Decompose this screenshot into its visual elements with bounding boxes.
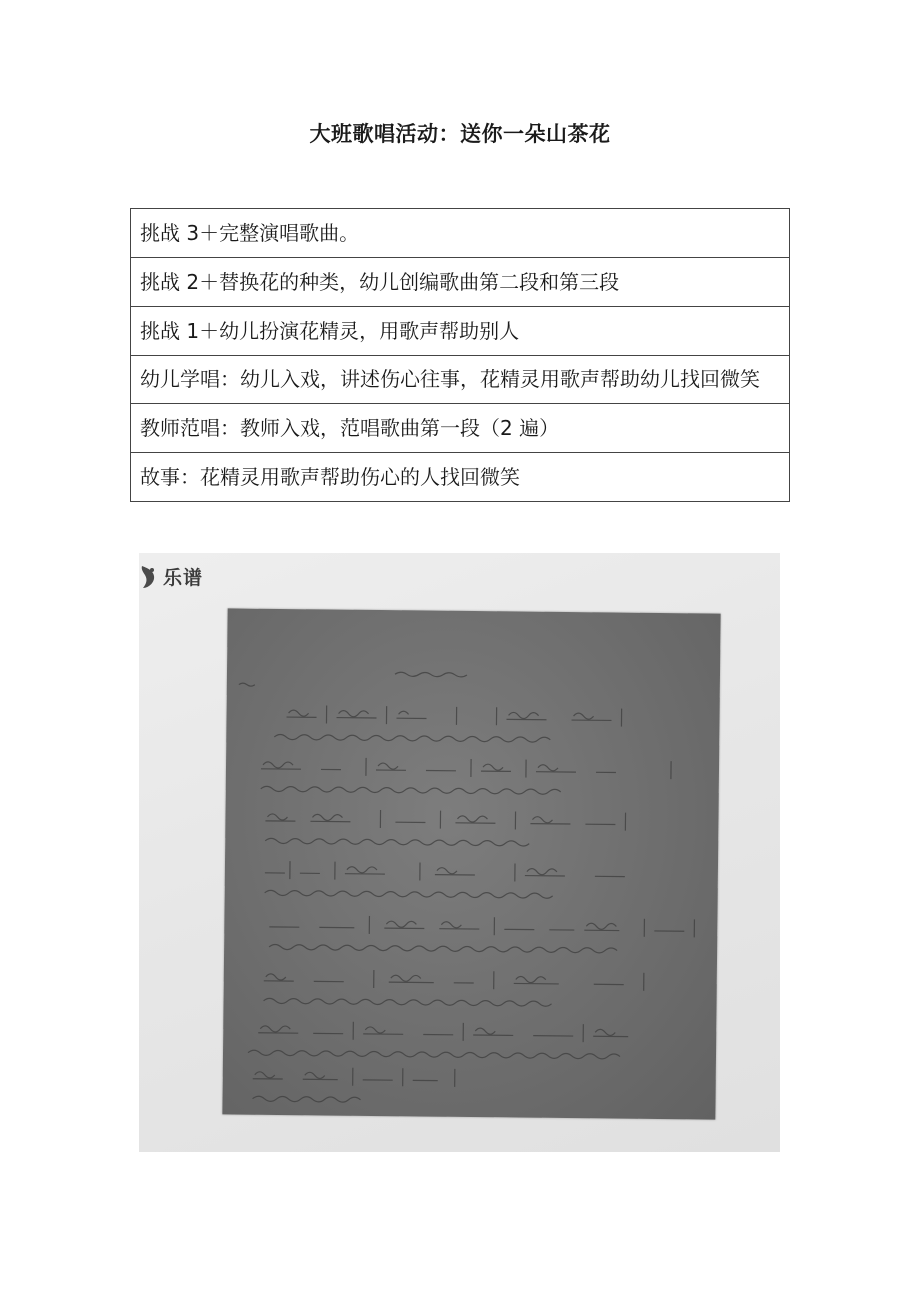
table-row <box>131 404 790 453</box>
score-logo-label: 乐谱 <box>163 567 204 589</box>
step-story: 故事：花精灵用歌声帮助伤心的人找回微笑 <box>131 453 790 502</box>
activity-steps-table <box>130 208 790 502</box>
table-row <box>131 258 790 307</box>
page-title: 大班歌唱活动：送你一朵山茶花 <box>309 122 611 146</box>
table-row <box>131 356 790 404</box>
step-challenge-3: 挑战 3＋完整演唱歌曲。 <box>131 209 790 258</box>
step-children-learn: 幼儿学唱：幼儿入戏，讲述伤心往事，花精灵用歌声帮助幼儿找回微笑 <box>131 356 790 404</box>
music-bird-icon <box>139 564 159 590</box>
music-score-sheet <box>222 608 720 1119</box>
step-teacher-demo: 教师范唱：教师入戏，范唱歌曲第一段（2 遍） <box>131 404 790 453</box>
table-row <box>131 307 790 356</box>
step-challenge-2: 挑战 2＋替换花的种类，幼儿创编歌曲第二段和第三段 <box>131 258 790 307</box>
score-logo <box>139 563 203 590</box>
table-row <box>131 209 790 258</box>
music-score-illegible-notation <box>222 608 720 1119</box>
score-photo <box>139 553 780 1152</box>
table-row <box>131 453 790 502</box>
step-challenge-1: 挑战 1＋幼儿扮演花精灵，用歌声帮助别人 <box>131 307 790 356</box>
